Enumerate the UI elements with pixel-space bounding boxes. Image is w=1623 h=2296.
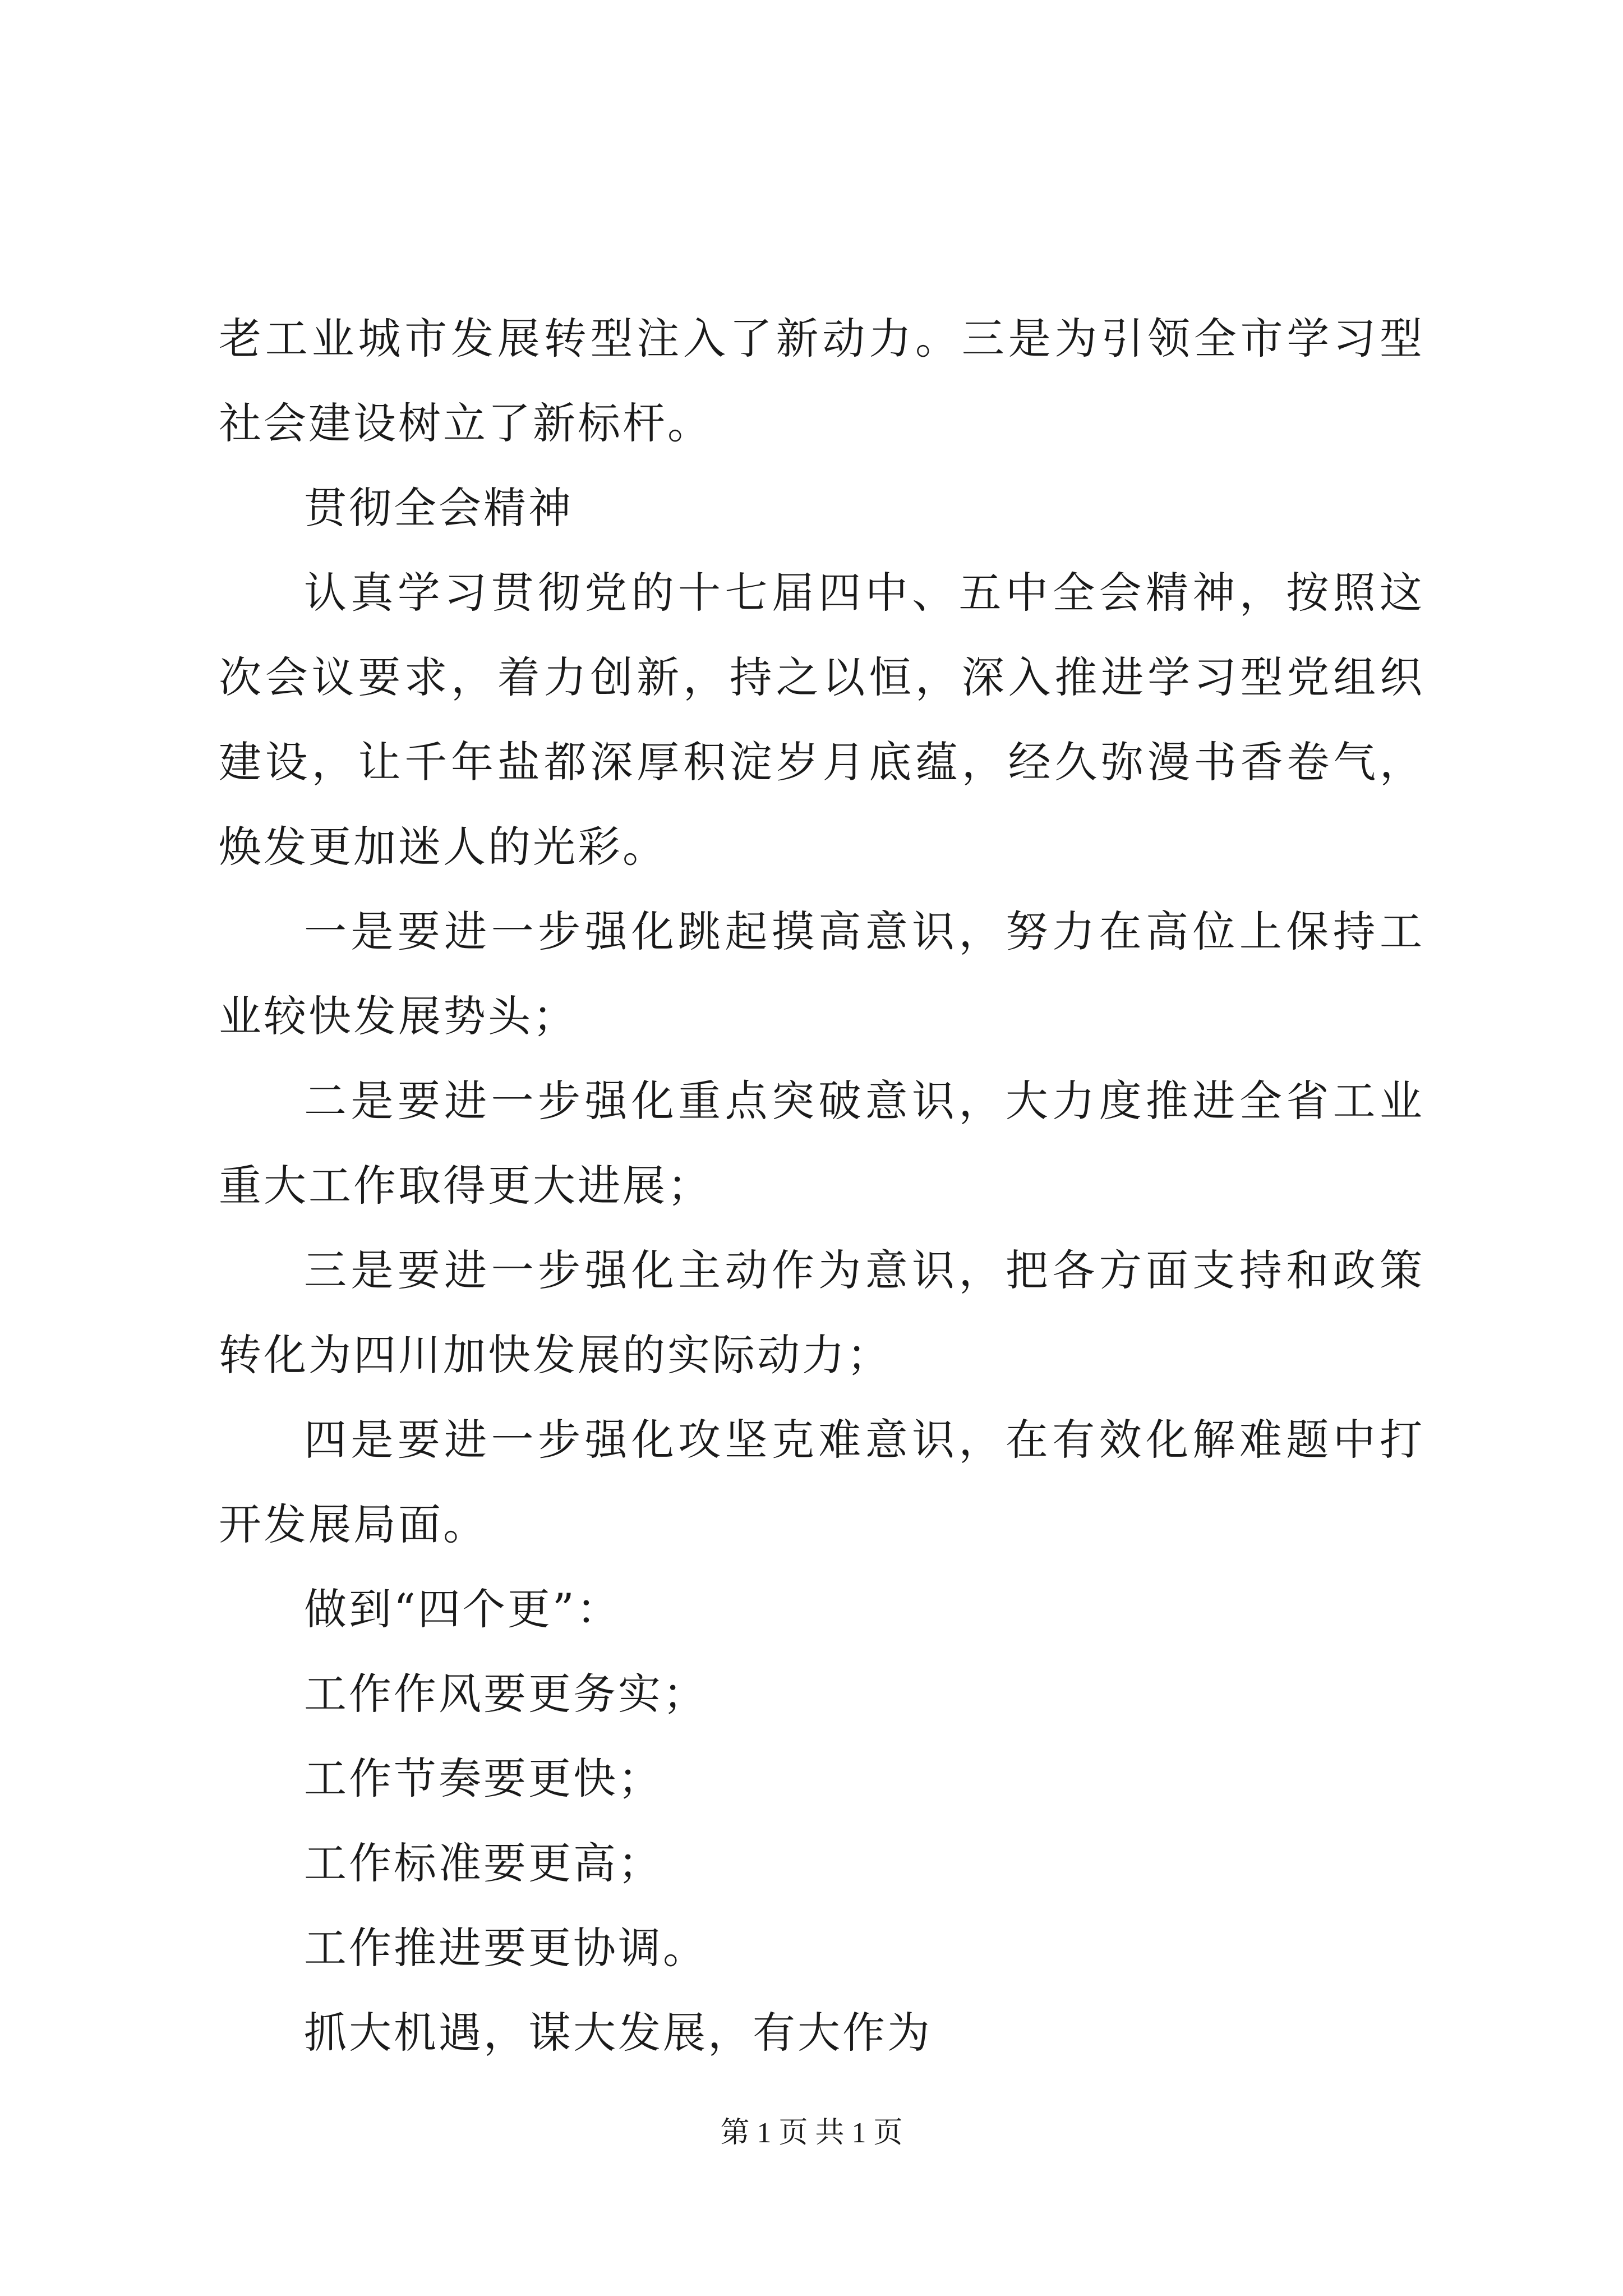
document-body [219,296,1424,2075]
requirement-item-1: 工作作风要更务实； [304,1669,708,1719]
requirement-item-4: 工作推进要更协调。 [304,1923,708,1973]
requirement-item-3: 工作标准要更高； [304,1838,663,1888]
section-heading-implement-spirit: 贯彻全会精神 [304,483,573,533]
section-heading-four-more: 做到“四个更”： [304,1584,621,1634]
list-item-4: 四是要进一步强化攻坚克难意识，在有效化解难题中打开发展局面。 [219,1415,1424,1549]
list-item-1: 一是要进一步强化跳起摸高意识，努力在高位上保持工业较快发展势头； [219,907,1424,1041]
paragraph-3: 认真学习贯彻党的十七届四中、五中全会精神，按照这次会议要求，着力创新，持之以恒，深入推进学习型党组织建设，让千年盐都深厚积淀岁月底蕴，经久弥漫书香卷气，焕发更加迷人的光彩。 [219,568,1424,872]
requirement-item-2: 工作节奏要更快； [304,1754,663,1803]
list-item-2: 二是要进一步强化重点突破意识，大力度推进全省工业重大工作取得更大进展； [219,1076,1424,1211]
page-footer: 第 1 页 共 1 页 [720,2117,903,2149]
closing-line: 抓大机遇，谋大发展，有大作为 [304,2008,932,2058]
list-item-3: 三是要进一步强化主动作为意识，把各方面支持和政策转化为四川加快发展的实际动力； [219,1245,1424,1380]
paragraph-1: 老工业城市发展转型注入了新动力。三是为引领全市学习型社会建设树立了新标杆。 [219,314,1424,448]
